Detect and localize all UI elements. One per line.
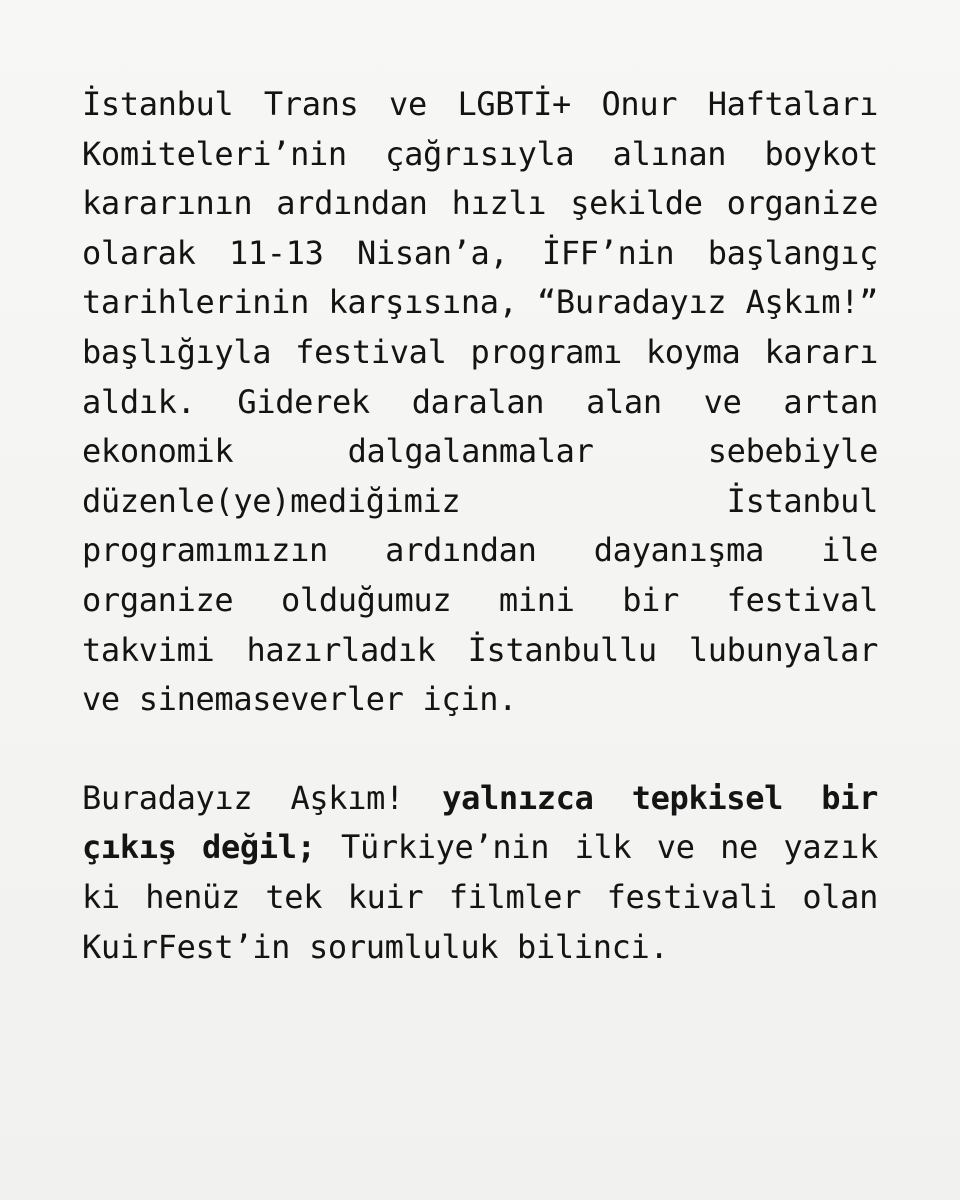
paragraph-lead-text: Buradayız Aşkım! — [82, 778, 443, 817]
paragraph-boycott-decision: İstanbul Trans ve LGBTİ+ Onur Haftaları Komiteleri’nin çağrısıyla alınan boykot kararının ardından hızlı şekilde organize olarak 11-13 Nisan’a, İFF’nin başlangıç tarihlerinin karşısına, “Buradayız Aşkım!” başlığıyla festival programı koyma kararı aldık. Giderek daralan alan ve artan ekonomik dalgalanmalar sebebiyle düzenle(ye)mediğimiz İstanbul programımızın ardından dayanışma ile organize olduğumuz mini bir festival takvimi hazırladık İstanbullu lubunyalar ve sinemaseverler için. — [82, 85, 878, 719]
bold-emphasis-text: yalnızca tepkisel bir çıkış değil; — [82, 778, 878, 867]
paragraph-responsibility — [82, 774, 878, 972]
document-body — [82, 80, 878, 972]
paragraph-tail-text: Türkiye’nin ilk ve ne yazık ki henüz tek kuir filmler festivali olan KuirFest’in sorumluluk bilinci. — [82, 828, 878, 966]
